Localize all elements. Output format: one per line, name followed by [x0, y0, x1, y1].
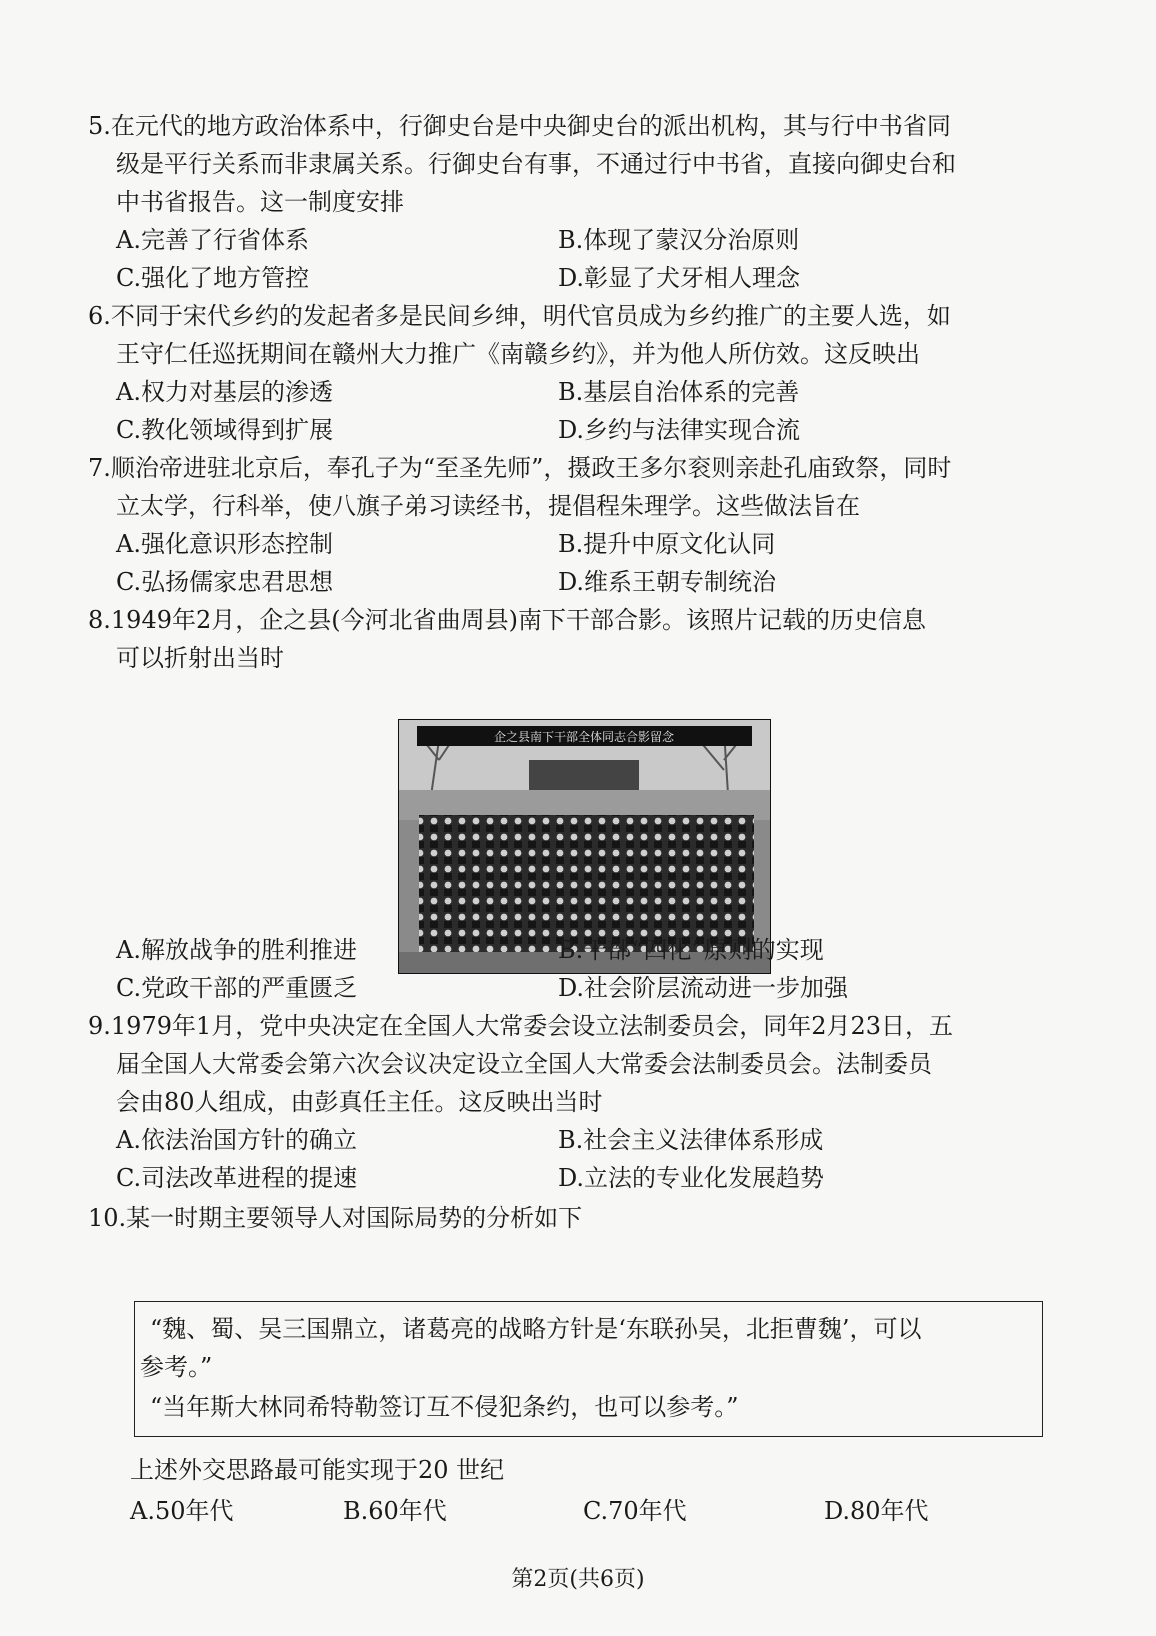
page-number: 第2页(共6页) [511, 1567, 645, 1592]
q8-stem-line-2: 可以折射出当时 [116, 644, 284, 672]
q8-option-b[interactable]: B.干部“四化”原则的实现 [558, 936, 824, 964]
q6-option-c[interactable]: C.教化领域得到扩展 [116, 416, 334, 444]
q5-option-a[interactable]: A.完善了行省体系 [116, 226, 309, 254]
q9-option-b[interactable]: B.社会主义法律体系形成 [558, 1126, 824, 1154]
q6-stem-line-1: 6.不同于宋代乡约的发起者多是民间乡绅，明代官员成为乡约推广的主要人选，如 [88, 302, 951, 330]
q6-stem-line-2: 王守仁任巡抚期间在赣州大力推广《南赣乡约》，并为他人所仿效。这反映出 [116, 340, 920, 368]
q7-option-b[interactable]: B.提升中原文化认同 [558, 530, 776, 558]
q5-option-b[interactable]: B.体现了蒙汉分治原则 [558, 226, 800, 254]
q10-quote-line-2: 参考。” [140, 1353, 213, 1381]
q5-stem-line-1: 5.在元代的地方政治体系中，行御史台是中央御史台的派出机构，其与行中书省同 [88, 112, 951, 140]
q5-option-c[interactable]: C.强化了地方管控 [116, 264, 310, 292]
q10-quote-line-1: “魏、蜀、吴三国鼎立，诸葛亮的战略方针是‘东联孙吴，北拒曹魏’，可以 [150, 1315, 922, 1343]
q10-followup: 上述外交思路最可能实现于20 世纪 [130, 1456, 505, 1484]
photo-banner-text: 企之县南下干部全体同志合影留念 [493, 730, 675, 744]
q6-option-a[interactable]: A.权力对基层的渗透 [116, 378, 333, 406]
q6-option-d[interactable]: D.乡约与法律实现合流 [558, 416, 801, 444]
q8-stem-line-1: 8.1949年2月，企之县(今河北省曲周县)南下干部合影。该照片记载的历史信息 [88, 606, 926, 634]
q9-option-c[interactable]: C.司法改革进程的提速 [116, 1164, 358, 1192]
q7-stem-line-1: 7.顺治帝进驻北京后，奉孔子为“至圣先师”，摄政王多尔衮则亲赴孔庙致祭，同时 [88, 454, 952, 482]
q10-option-c[interactable]: C.70年代 [583, 1497, 687, 1525]
q5-stem-line-2: 级是平行关系而非隶属关系。行御史台有事，不通过行中书省，直接向御史台和 [116, 150, 956, 178]
q8-option-a[interactable]: A.解放战争的胜利推进 [116, 936, 357, 964]
q7-stem-line-2: 立太学，行科举，使八旗子弟习读经书，提倡程朱理学。这些做法旨在 [116, 492, 860, 520]
q9-option-a[interactable]: A.依法治国方针的确立 [116, 1126, 357, 1154]
q8-option-c[interactable]: C.党政干部的严重匮乏 [116, 974, 358, 1002]
q10-option-b[interactable]: B.60年代 [343, 1497, 447, 1525]
q7-option-d[interactable]: D.维系王朝专制统治 [558, 568, 777, 596]
q5-option-d[interactable]: D.彰显了犬牙相人理念 [558, 264, 801, 292]
q9-stem-line-2: 届全国人大常委会第六次会议决定设立全国人大常委会法制委员会。法制委员 [116, 1050, 932, 1078]
q9-option-d[interactable]: D.立法的专业化发展趋势 [558, 1164, 825, 1192]
q9-stem-line-3: 会由80人组成，由彭真任主任。这反映出当时 [116, 1088, 603, 1116]
q9-stem-line-1: 9.1979年1月，党中央决定在全国人大常委会设立法制委员会，同年2月23日，五 [88, 1012, 954, 1040]
q5-stem-line-3: 中书省报告。这一制度安排 [116, 188, 404, 216]
q6-option-b[interactable]: B.基层自治体系的完善 [558, 378, 800, 406]
q10-option-a[interactable]: A.50年代 [130, 1497, 234, 1525]
q7-option-a[interactable]: A.强化意识形态控制 [116, 530, 333, 558]
q7-option-c[interactable]: C.弘扬儒家忠君思想 [116, 568, 334, 596]
q10-option-d[interactable]: D.80年代 [824, 1497, 929, 1525]
q8-option-d[interactable]: D.社会阶层流动进一步加强 [558, 974, 849, 1002]
q10-stem-line-1: 10.某一时期主要领导人对国际局势的分析如下 [88, 1204, 583, 1232]
q10-quote-line-3: “当年斯大林同希特勒签订互不侵犯条约，也可以参考。” [150, 1393, 739, 1421]
